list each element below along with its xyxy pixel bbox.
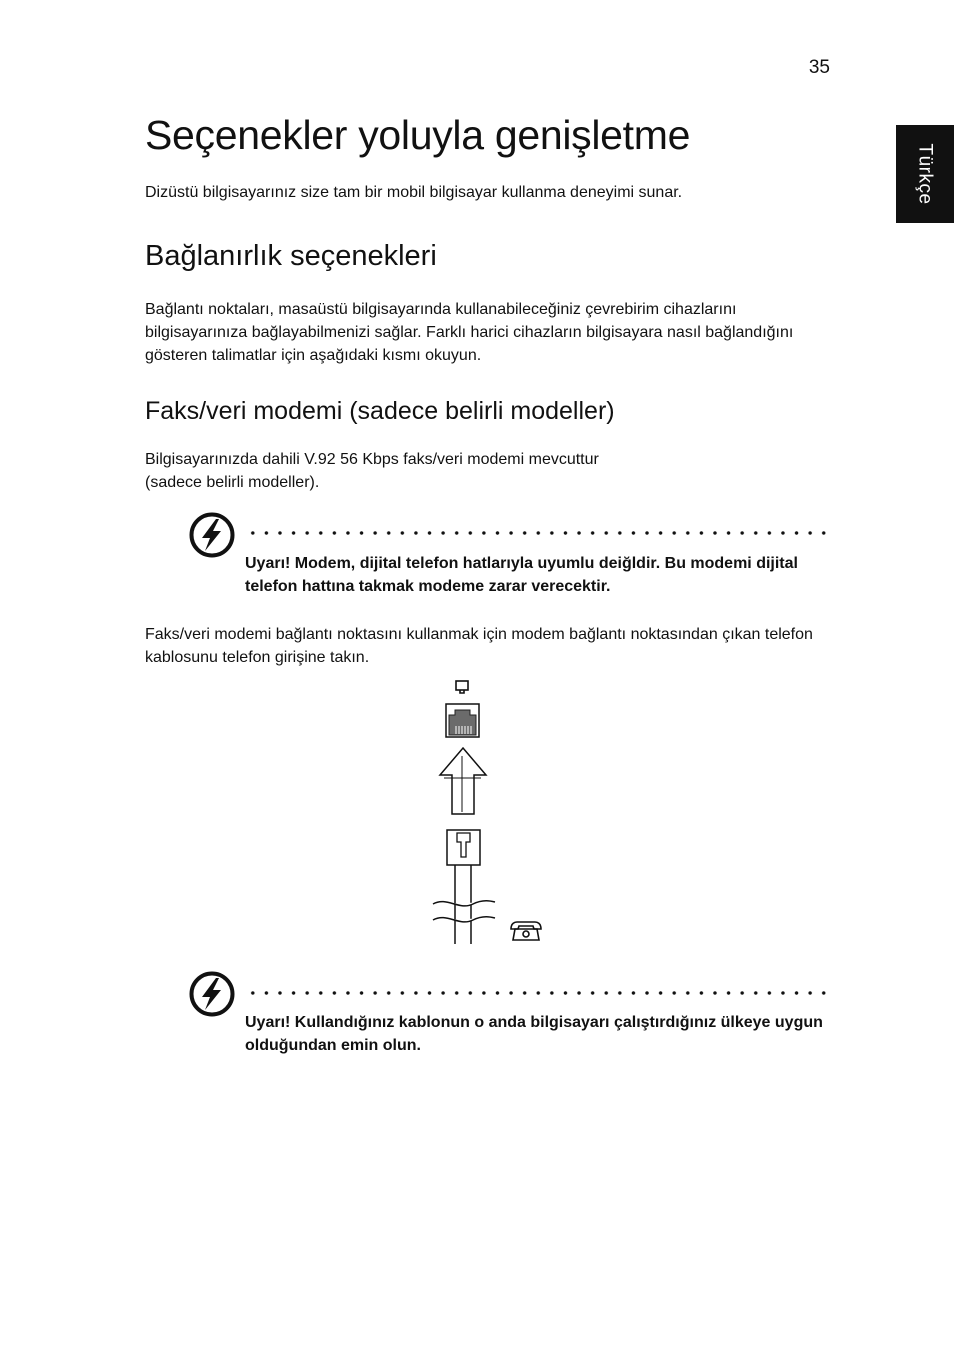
warning-lightning-icon — [188, 970, 236, 1018]
intro-paragraph: Dizüstü bilgisayarınız size tam bir mobil bilgisayar kullanma deneyimi sunar. — [145, 184, 683, 201]
warning-text-modem: Uyarı! Modem, dijital telefon hatlarıyla uyumlu deiğldir. Bu modemi dijital telefon hattına takmak modeme zarar verecektir. — [245, 555, 798, 595]
page-number: 35 — [808, 57, 830, 78]
warning-divider — [246, 531, 832, 535]
page-title: Seçenekler yoluyla genişletme — [145, 112, 691, 158]
language-tab — [896, 125, 954, 223]
warning-lightning-icon — [188, 511, 236, 559]
phone-cable — [433, 865, 495, 944]
modem-connection-diagram — [425, 676, 555, 948]
connectivity-paragraph: Bağlantı noktaları, masaüstü bilgisayarında kullanabileceğiniz çevrebirim cihazlarını bilgisayarınıza bağlayabilmenizi sağlar. Farklı harici cihazların bilgisayara nasıl bağlandığını gösteren talimatlar için aşağıdaki kısmı okuyun. — [145, 301, 794, 364]
warning-text-cable: Uyarı! Kullandığınız kablonun o anda bilgisayarı çalıştırdığınız ülkeye uygun olduğundan emin olun. — [245, 1014, 823, 1054]
rj11-jack-icon — [446, 704, 479, 737]
modem-paragraph-line-1: Bilgisayarınızda dahili V.92 56 Kbps faks/veri modemi mevcuttur — [145, 451, 599, 468]
modem-port-icon — [456, 681, 468, 693]
up-arrow-icon — [440, 748, 486, 814]
connectivity-heading: Bağlanırlık seçenekleri — [145, 240, 437, 272]
instructions-paragraph: Faks/veri modemi bağlantı noktasını kullanmak için modem bağlantı noktasından çıkan telefon kablosunu telefon girişine takın. — [145, 626, 813, 666]
telephone-icon — [511, 922, 541, 940]
modem-heading: Faks/veri modemi (sadece belirli modeller) — [145, 397, 615, 425]
language-tab-label: Türkçe — [915, 143, 937, 205]
modem-paragraph-line-2: (sadece belirli modeller). — [145, 474, 320, 491]
rj11-plug-icon — [447, 830, 480, 865]
modem-paragraph — [145, 448, 835, 494]
warning-divider — [246, 991, 832, 995]
